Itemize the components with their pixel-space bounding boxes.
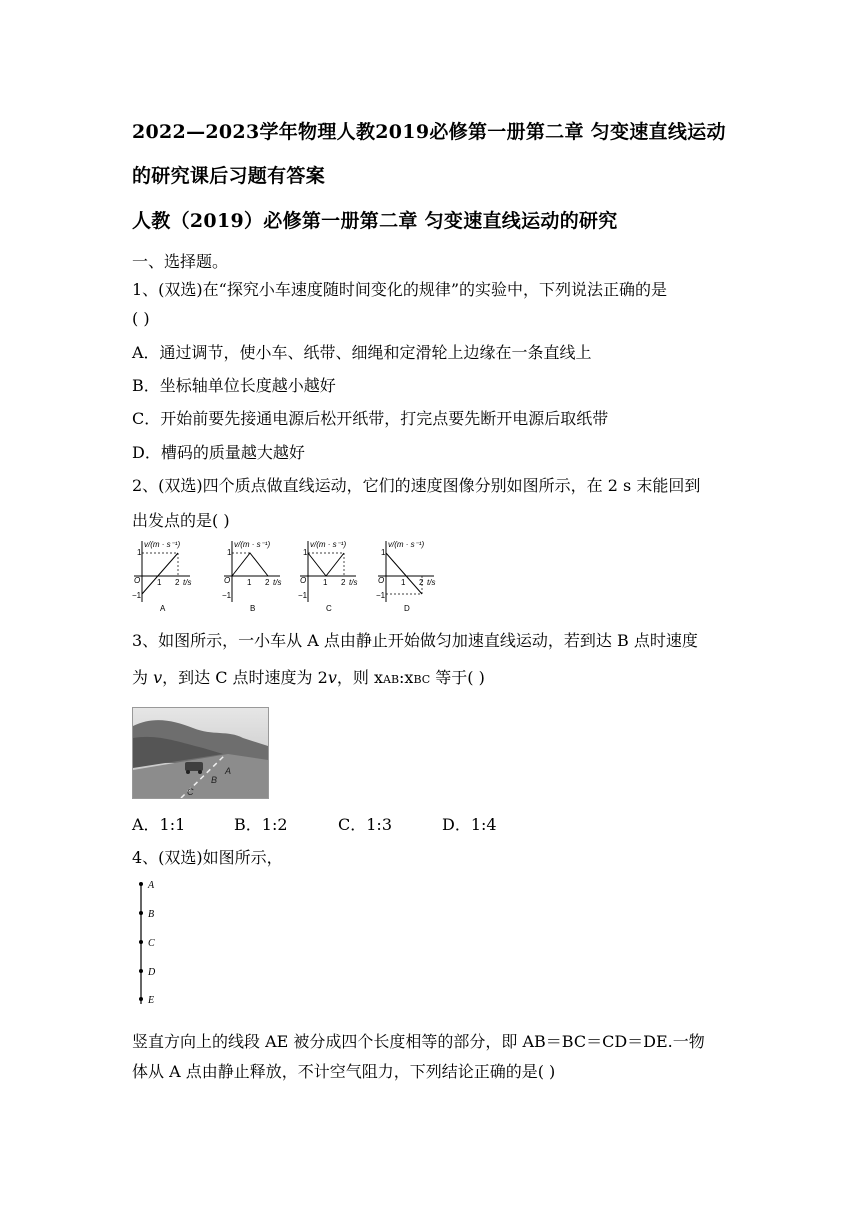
q2-stem-line2: 出发点的是( ) xyxy=(132,511,230,530)
graph-b-t2: 2 xyxy=(265,578,270,587)
point-c-label: C xyxy=(148,938,155,949)
q1-option-a: A．通过调节，使小车、纸带、细绳和定滑轮上边缘在一条直线上 xyxy=(132,343,592,362)
graph-c-origin: O xyxy=(300,576,307,585)
doc-title-line2: 的研究课后习题有答案 xyxy=(132,165,326,187)
graph-c-ylabel: v/(m · s⁻¹) xyxy=(310,540,347,549)
graph-c-tick-pos: 1 xyxy=(303,548,308,557)
graph-a-origin: O xyxy=(134,576,141,585)
q4-text-line1: 竖直方向上的线段 AE 被分成四个长度相等的部分，即 AB＝BC＝CD＝DE.一物 xyxy=(132,1032,705,1051)
velocity-graphs-figure xyxy=(128,538,448,614)
q1-option-b: B．坐标轴单位长度越小越好 xyxy=(132,376,336,395)
graph-b xyxy=(222,540,281,613)
graph-d-origin: O xyxy=(378,576,385,585)
graph-a-label: A xyxy=(160,604,166,613)
graph-d-xlabel: t/s xyxy=(427,578,436,587)
graph-a-tick-neg: −1 xyxy=(132,591,142,600)
graph-b-tick-pos: 1 xyxy=(227,548,232,557)
graph-b-ylabel: v/(m · s⁻¹) xyxy=(234,540,271,549)
q3-colon: :x xyxy=(399,668,414,687)
q1-stem: 1、(双选)在“探究小车速度随时间变化的规律”的实验中，下列说法正确的是 xyxy=(132,280,668,299)
q3-option-d: D．1:4 xyxy=(442,815,497,834)
section-heading: 一、选择题。 xyxy=(132,252,229,271)
doc-title-line1: 2022—2023学年物理人教2019必修第一册第二章 匀变速直线运动 xyxy=(132,121,726,143)
graph-b-label: B xyxy=(250,604,256,613)
q3-option-c: C．1:3 xyxy=(338,815,392,834)
point-e-label: E xyxy=(148,995,155,1006)
q3-text-d: 等于( ) xyxy=(430,668,485,687)
graph-c-xlabel: t/s xyxy=(349,578,358,587)
photo-label-b: B xyxy=(211,775,218,785)
road-photo xyxy=(132,707,269,799)
q4-text-line2: 体从 A 点由静止释放，不计空气阻力，下列结论正确的是( ) xyxy=(132,1062,556,1081)
segment-ae-figure xyxy=(135,876,175,1011)
graph-a-tick-pos: 1 xyxy=(137,548,142,557)
graph-c-label: C xyxy=(326,604,332,613)
q3-text-c: ，则 x xyxy=(336,668,383,687)
graph-a-xlabel: t/s xyxy=(183,578,192,587)
point-d-label: D xyxy=(148,967,156,978)
graph-a xyxy=(132,540,191,613)
q4-stem: 4、(双选)如图所示， xyxy=(132,848,283,867)
point-b-label: B xyxy=(148,909,155,920)
graph-b-xlabel: t/s xyxy=(273,578,282,587)
graph-d-ylabel: v/(m · s⁻¹) xyxy=(388,540,425,549)
point-a-label: A xyxy=(148,880,155,891)
q3-text-b: ，到达 C 点时速度为 2 xyxy=(162,668,328,687)
graph-c-t1: 1 xyxy=(323,578,328,587)
q3-var-2v: v xyxy=(327,668,337,687)
q3-sub-bc: BC xyxy=(413,673,431,686)
graph-a-t1: 1 xyxy=(157,578,162,587)
q3-sub-ab: AB xyxy=(383,673,400,686)
doc-subtitle: 人教（2019）必修第一册第二章 匀变速直线运动的研究 xyxy=(132,210,618,232)
graph-b-origin: O xyxy=(224,576,231,585)
graph-c-t2: 2 xyxy=(341,578,346,587)
graph-d-tick-neg: −1 xyxy=(376,591,386,600)
graph-c-tick-neg: −1 xyxy=(298,591,308,600)
graph-b-t1: 1 xyxy=(247,578,252,587)
q3-option-b: B．1:2 xyxy=(234,815,288,834)
graph-a-ylabel: v/(m · s⁻¹) xyxy=(144,540,181,549)
graph-d xyxy=(376,540,435,613)
q3-options xyxy=(132,812,497,835)
q3-stem-line1: 3、如图所示，一小车从 A 点由静止开始做匀加速直线运动，若到达 B 点时速度 xyxy=(132,631,698,650)
graph-d-tick-pos: 1 xyxy=(381,548,386,557)
photo-label-c: C xyxy=(187,787,194,797)
graph-b-tick-neg: −1 xyxy=(222,591,232,600)
q1-option-d: D．槽码的质量越大越好 xyxy=(132,443,305,462)
graph-a-t2: 2 xyxy=(175,578,180,587)
q2-stem-line1: 2、(双选)四个质点做直线运动，它们的速度图像分别如图所示，在 2 s 末能回到 xyxy=(132,476,701,495)
q1-paren: ( ) xyxy=(132,309,150,328)
graph-d-t1: 1 xyxy=(401,578,406,587)
graph-c xyxy=(298,540,357,613)
photo-label-a: A xyxy=(225,766,232,776)
q3-text-a: 为 xyxy=(132,668,154,687)
q1-option-c: C．开始前要先接通电源后松开纸带，打完点要先断开电源后取纸带 xyxy=(132,409,609,428)
q3-var-v: v xyxy=(153,668,163,687)
q3-stem-line2 xyxy=(132,665,485,688)
q3-option-a: A．1:1 xyxy=(132,815,186,834)
graph-d-t2: 2 xyxy=(419,578,424,587)
graph-d-label: D xyxy=(404,604,410,613)
